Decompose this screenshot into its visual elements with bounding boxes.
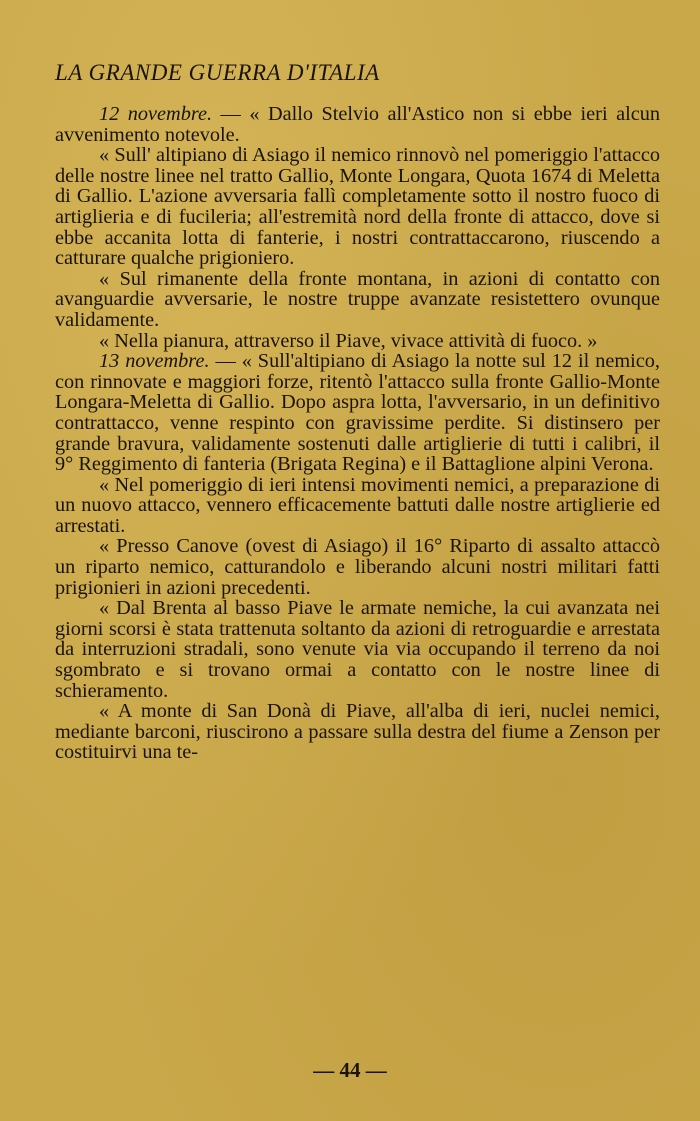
text-body bbox=[55, 104, 660, 763]
paragraph bbox=[55, 536, 660, 598]
paragraph-text: « A monte di San Donà di Piave, all'alba di ieri, nuclei nemici, mediante barconi, riuscirono a passare sulla destra del fiume a Zenson per costituirvi una te- bbox=[55, 700, 660, 764]
paragraph bbox=[55, 269, 660, 331]
paragraph-text: « Nella pianura, attraverso il Piave, vivace attività di fuoco. » bbox=[99, 329, 598, 352]
entry-date: 13 novembre. bbox=[99, 350, 210, 373]
paragraph bbox=[55, 701, 660, 763]
entry-date: 12 novembre. bbox=[99, 103, 213, 125]
paragraph bbox=[55, 598, 660, 701]
book-page bbox=[55, 58, 660, 763]
paragraph bbox=[55, 331, 660, 352]
paragraph-text: « Sull' altipiano di Asiago il nemico rinnovò nel pomeriggio l'attacco delle nostre linee nel tratto Gallio, Monte Longara, Quota 1674 di Meletta di Gallio. L'azione avversaria fallì completamente sotto il nostro fuoco di artiglieria e di fucileria; all'estremità nord della fronte di attacco, dove si ebbe accanita lotta di fanterie, i nostri contrattaccarono, riuscendo a catturare qualche prigioniero. bbox=[55, 144, 660, 270]
paragraph bbox=[55, 104, 660, 145]
page-number: — 44 — bbox=[313, 1058, 387, 1082]
paragraph-text: « Nel pomeriggio di ieri intensi movimenti nemici, a preparazione di un nuovo attacco, vennero efficacemente battuti dalle nostre artiglierie ed arrestati. bbox=[55, 473, 660, 537]
paragraph-text: — « Dallo Stelvio all'Astico non si ebbe ieri alcun avvenimento notevole. bbox=[55, 103, 660, 146]
paragraph bbox=[55, 351, 660, 475]
paragraph-text: « Dal Brenta al basso Piave le armate nemiche, la cui avanzata nei giorni scorsi è stata trattenuta soltanto da azioni di retroguardie e arrestata da interruzioni stradali, sono venute via via occupando il terreno da noi sgombrato e si trovano ormai a contatto con le nostre linee di schieramento. bbox=[55, 597, 660, 702]
paragraph-text: « Sul rimanente della fronte montana, in azioni di contatto con avanguardie avversarie, le nostre truppe avanzate resistettero ovunque validamente. bbox=[55, 267, 660, 331]
paragraph-text: « Presso Canove (ovest di Asiago) il 16° Riparto di assalto attaccò un riparto nemico, catturandolo e liberando alcuni nostri militari fatti prigionieri in azioni precedenti. bbox=[55, 535, 660, 599]
paragraph-text: — « Sull'altipiano di Asiago la notte sul 12 il nemico, con rinnovate e maggiori forze, ritentò l'attacco sulla fronte Gallio-Monte Longara-Meletta di Gallio. Dopo aspra lotta, l'avversario, in un definitivo contrattacco, venne respinto con gravissime perdite. Si distinsero per grande bravura, validamente sostenuti dalle artiglierie di tutti i calibri, il 9° Reggimento di fanteria (Brigata Regina) e il Battaglione alpini Verona. bbox=[55, 350, 660, 476]
paragraph bbox=[55, 475, 660, 537]
running-title: LA GRANDE GUERRA D'ITALIA bbox=[55, 60, 380, 85]
paragraph bbox=[55, 145, 660, 269]
